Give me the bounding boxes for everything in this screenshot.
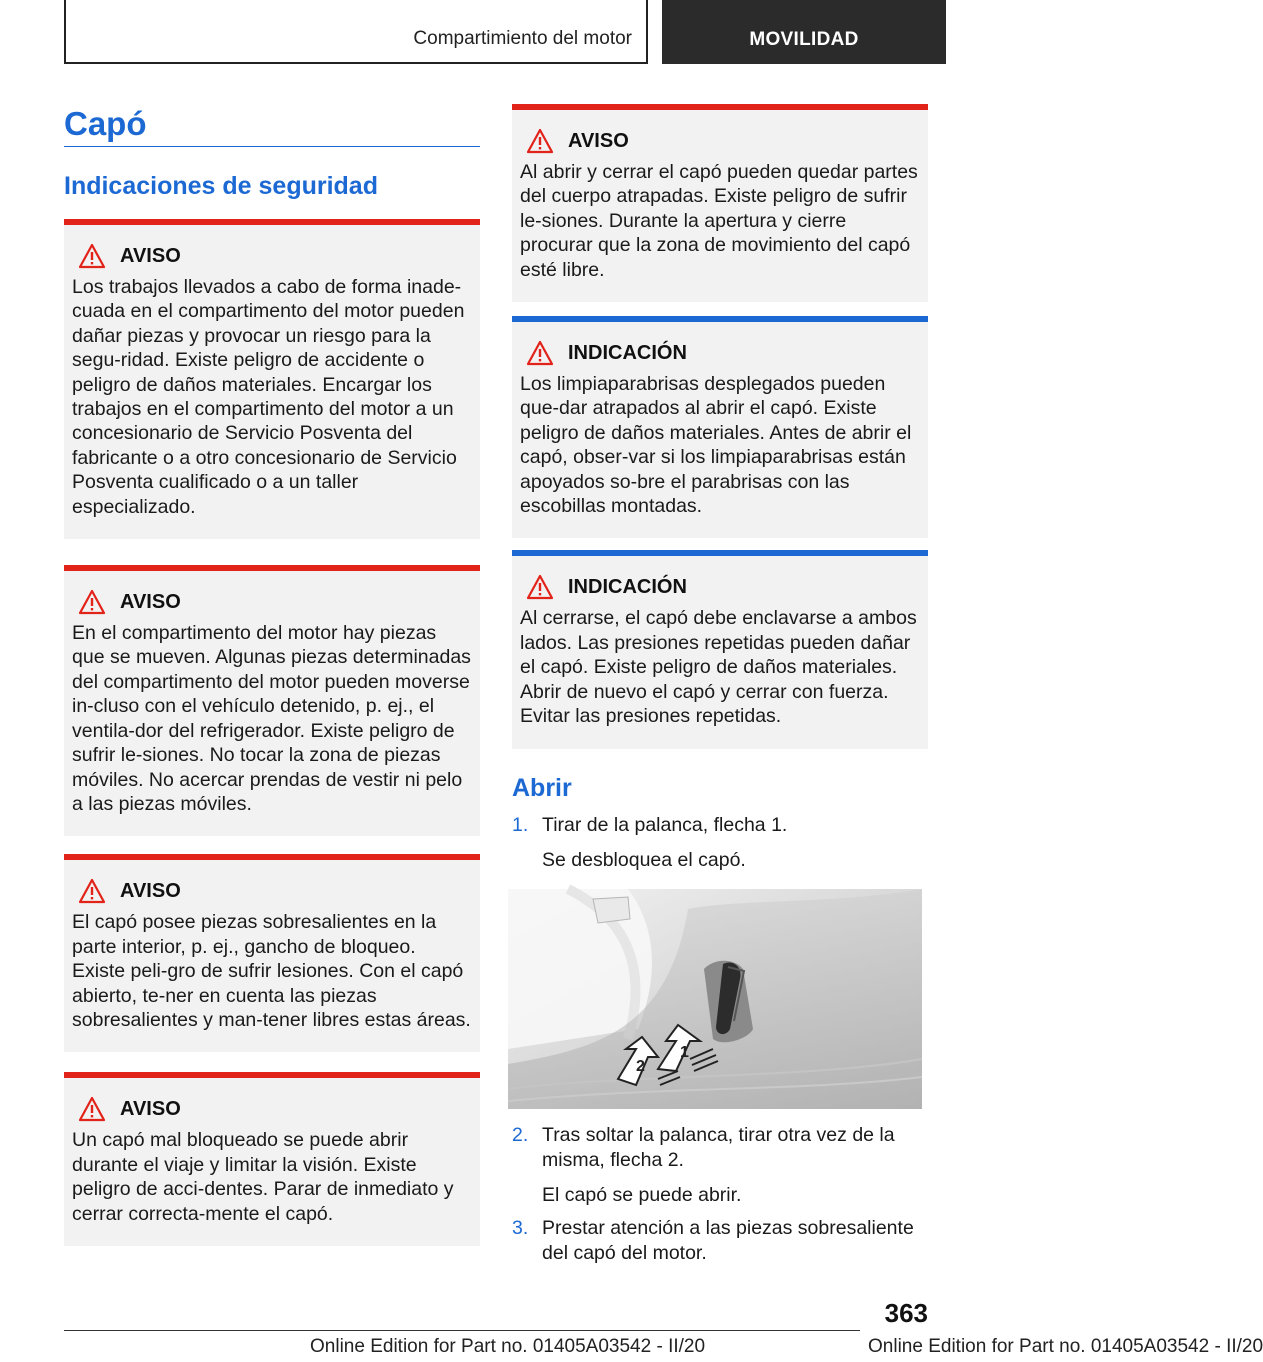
notice-type: INDICACIÓN xyxy=(568,575,687,598)
section-title: Compartimiento del motor xyxy=(413,28,632,49)
step-text: Prestar atención a las piezas sobresaliente del capó del motor. xyxy=(542,1216,914,1264)
warning-box xyxy=(64,1072,480,1246)
page-title: Capó xyxy=(64,105,147,142)
section-heading: Indicaciones de seguridad xyxy=(64,172,378,200)
notice-type: AVISO xyxy=(568,129,629,152)
step-text: Tirar de la palanca, flecha 1. xyxy=(542,813,788,836)
warning-box xyxy=(64,219,480,539)
notice-type: AVISO xyxy=(120,244,181,267)
notice-type: INDICACIÓN xyxy=(568,341,687,364)
info-box xyxy=(512,316,928,538)
caution-triangle-icon xyxy=(526,340,554,366)
info-box xyxy=(512,550,928,748)
step-item xyxy=(512,1216,928,1266)
arrow-label: 1 xyxy=(680,1043,689,1061)
step-number: 2. xyxy=(512,1123,529,1146)
left-column xyxy=(64,104,480,1246)
notice-type: AVISO xyxy=(120,590,181,613)
warning-triangle-icon xyxy=(78,589,106,615)
step-item xyxy=(512,1123,928,1173)
caution-triangle-icon xyxy=(526,574,554,600)
title-rule xyxy=(64,146,480,147)
chapter-tab[interactable] xyxy=(662,0,946,64)
step-list xyxy=(512,813,928,1266)
warning-box xyxy=(64,854,480,1052)
footer-rule xyxy=(64,1330,860,1331)
step-number: 3. xyxy=(512,1216,529,1239)
header-frame xyxy=(64,0,648,64)
page-number: 363 xyxy=(884,1298,928,1328)
hood-release-lever-image xyxy=(508,889,922,1109)
step-result: Se desbloquea el capó. xyxy=(542,848,746,871)
notice-type: AVISO xyxy=(120,1097,181,1120)
step-text: Tras soltar la palanca, tirar otra vez de la misma, flecha 2. xyxy=(542,1123,895,1171)
step-result: El capó se puede abrir. xyxy=(542,1183,742,1206)
step-item xyxy=(512,813,928,838)
notice-text: El capó posee piezas sobresalientes en la parte interior, p. ej., gancho de bloqueo. Existe peli‐gro de sufrir lesiones. Con el capó abierto, te‐ner en cuenta las piezas sobresalientes y man‐tener libres estas áreas. xyxy=(72,911,471,1031)
warning-triangle-icon xyxy=(78,243,106,269)
warning-box xyxy=(512,104,928,302)
notice-text: Un capó mal bloqueado se puede abrir durante el viaje y limitar la visión. Existe peligro de acci‐dentes. Parar de inmediato y cerrar correcta‐mente el capó. xyxy=(72,1129,454,1225)
right-column xyxy=(512,104,928,1266)
footer-site-link[interactable]: Online Edition for Part no. 01405A03542 - II/20 xyxy=(868,1336,1263,1357)
lever-illustration xyxy=(508,889,922,1109)
notice-text: Al abrir y cerrar el capó pueden quedar partes del cuerpo atrapadas. Existe peligro de sufrir le‐siones. Durante la apertura y cierre procurar que la zona de movimiento del capó esté libre. xyxy=(520,161,918,281)
footer-edition: Online Edition for Part no. 01405A03542 - II/20 xyxy=(310,1336,706,1357)
notice-text: Los limpiaparabrisas desplegados pueden que‐dar atrapados al abrir el capó. Existe peligro de daños materiales. Antes de abrir el capó, obser‐var si los limpiaparabrisas están apoyados so‐bre el parabrisas con las escobillas montadas. xyxy=(520,373,912,518)
step-number: 1. xyxy=(512,813,529,836)
notice-type: AVISO xyxy=(120,879,181,902)
notice-text: En el compartimento del motor hay piezas que se mueven. Algunas piezas determinadas del compartimento del motor pueden moverse in‐cluso con el vehículo detenido, p. ej., el ventila‐dor del refrigerador. Existe peligro de sufrir le‐siones. No tocar la zona de piezas móviles. No acercar prendas de vestir ni pelo a las piezas móviles. xyxy=(72,622,471,815)
warning-triangle-icon xyxy=(78,878,106,904)
notice-text: Los trabajos llevados a cabo de forma inade‐cuada en el compartimento del motor pueden dañar piezas y provocar un riesgo para la segu‐ridad. Existe peligro de accidente o peligro de daños materiales. Encargar los trabajos en el compartimento del motor a un concesionario de Servicio Posventa del fabricante o a otro concesionario de Servicio Posventa cualificado o a un taller especializado. xyxy=(72,276,465,518)
warning-triangle-icon xyxy=(78,1096,106,1122)
open-heading: Abrir xyxy=(512,773,572,802)
warning-box xyxy=(64,565,480,836)
warning-triangle-icon xyxy=(526,128,554,154)
arrow-label: 2 xyxy=(636,1057,645,1075)
notice-text: Al cerrarse, el capó debe enclavarse a ambos lados. Las presiones repetidas pueden dañar el capó. Existe peligro de daños materiales. Abrir de nuevo el capó y cerrar con fuerza. Evitar las presiones repetidas. xyxy=(520,607,917,728)
chapter-label: MOVILIDAD xyxy=(749,29,859,50)
